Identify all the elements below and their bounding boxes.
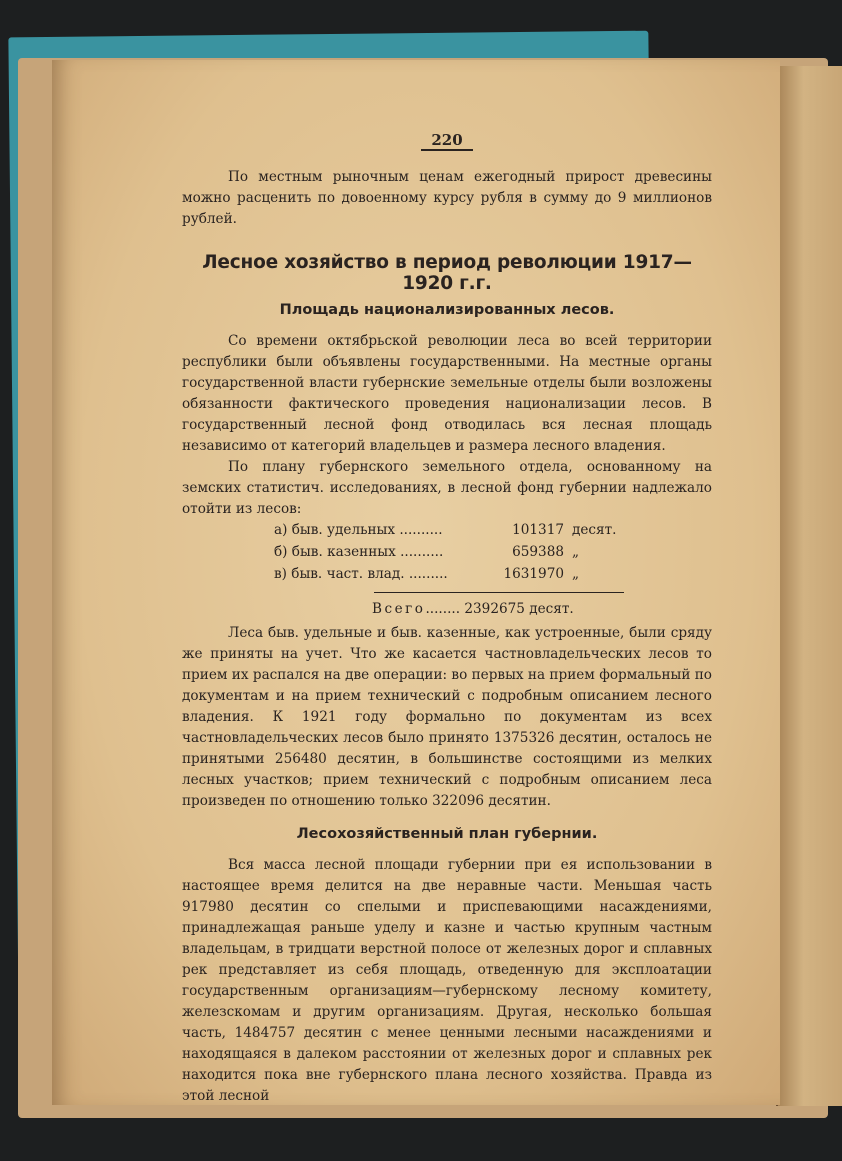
list-item-label: а) быв. удельных .......... bbox=[274, 522, 443, 538]
total-unit: десят. bbox=[529, 601, 574, 617]
list-item bbox=[274, 564, 712, 586]
total-dots: ........ bbox=[425, 601, 461, 617]
list-item-unit: „ bbox=[572, 544, 580, 560]
list-item-label: б) быв. казенных .......... bbox=[274, 544, 444, 560]
list-item bbox=[274, 520, 712, 542]
next-page-edge bbox=[776, 66, 842, 1106]
list-item-value: 659388 bbox=[512, 544, 564, 560]
divider bbox=[374, 592, 624, 593]
book-page bbox=[52, 60, 780, 1105]
page-content bbox=[182, 130, 712, 1107]
list-item-unit: „ bbox=[572, 566, 580, 582]
list-item-value: 1631970 bbox=[503, 566, 564, 582]
subsection-title-nationalized: Площадь национализированных лесов. bbox=[279, 302, 615, 318]
paragraph-4: Вся масса лесной площади губернии при ея использовании в настоящее время делится на две неравные части. Меньшая часть 917980 десятин со спелыми и приспевающими насаждениями, принадлежащая раньше уделу и казне и частью крупным частным владельцам, в тридцати верстной полосе от железных дорог и сплавных рек представляет из себя площадь, отведенную для эксплоатации государственным организациям—губернскому лесному комитету, железскомам и другим организациям. Другая, несколько большая часть, 1484757 десятин с менее ценными лесными насаждениями и находящаяся в далеком расстоянии от железных дорог и сплавных рек находится пока вне губернского плана лесного хозяйства. Правда из этой лесной bbox=[182, 857, 712, 1104]
paragraph-1: Со времени октябрьской революции леса во всей территории республики были объявлены государственными. На местные органы государственной власти губернские земельные отделы были возложены обязанности фактического проведения национализации лесов. В государственный лесной фонд отводилась вся лесная площадь независимо от категорий владельцев и размера лесного владения. bbox=[182, 333, 712, 454]
subsection-title-plan: Лесохозяйственный план губернии. bbox=[296, 826, 598, 842]
list-item bbox=[274, 542, 712, 564]
list-item-unit: десят. bbox=[572, 522, 617, 538]
total-value: 2392675 bbox=[464, 601, 525, 617]
list-item-value: 101317 bbox=[512, 522, 564, 538]
total-row bbox=[372, 599, 712, 623]
intro-paragraph: По местным рыночным ценам ежегодный прирост древесины можно расценить по довоенному курсу рубля в сумму до 9 миллионов рублей. bbox=[182, 169, 712, 227]
list-item-label: в) быв. част. влад. ......... bbox=[274, 566, 448, 582]
section-title: Лесное хозяйство в период революции 1917—1920 г.г. bbox=[202, 252, 692, 294]
forest-list bbox=[274, 520, 712, 586]
paragraph-3: Леса быв. удельные и быв. казенные, как устроенные, были сряду же приняты на учет. Что же касается частновладельческих лесов то прием их распался на две операции: во первых на прием формальный по документам и на прием технический с подробным описанием лесного владения. К 1921 году формально по документам из всех частновладельческих лесов было принято 1375326 десятин, осталось не принятыми 256480 десятин, в большинстве состоящими из мелких лесных участков; прием технический с подробным описанием леса произведен по отношению только 322096 десятин. bbox=[182, 625, 712, 809]
paragraph-2: По плану губернского земельного отдела, основанному на земских статистич. исследованиях, в лесной фонд губернии надлежало отойти из лесов: bbox=[182, 459, 712, 517]
page-number: 220 bbox=[182, 130, 712, 151]
total-label: Всего bbox=[372, 601, 426, 617]
